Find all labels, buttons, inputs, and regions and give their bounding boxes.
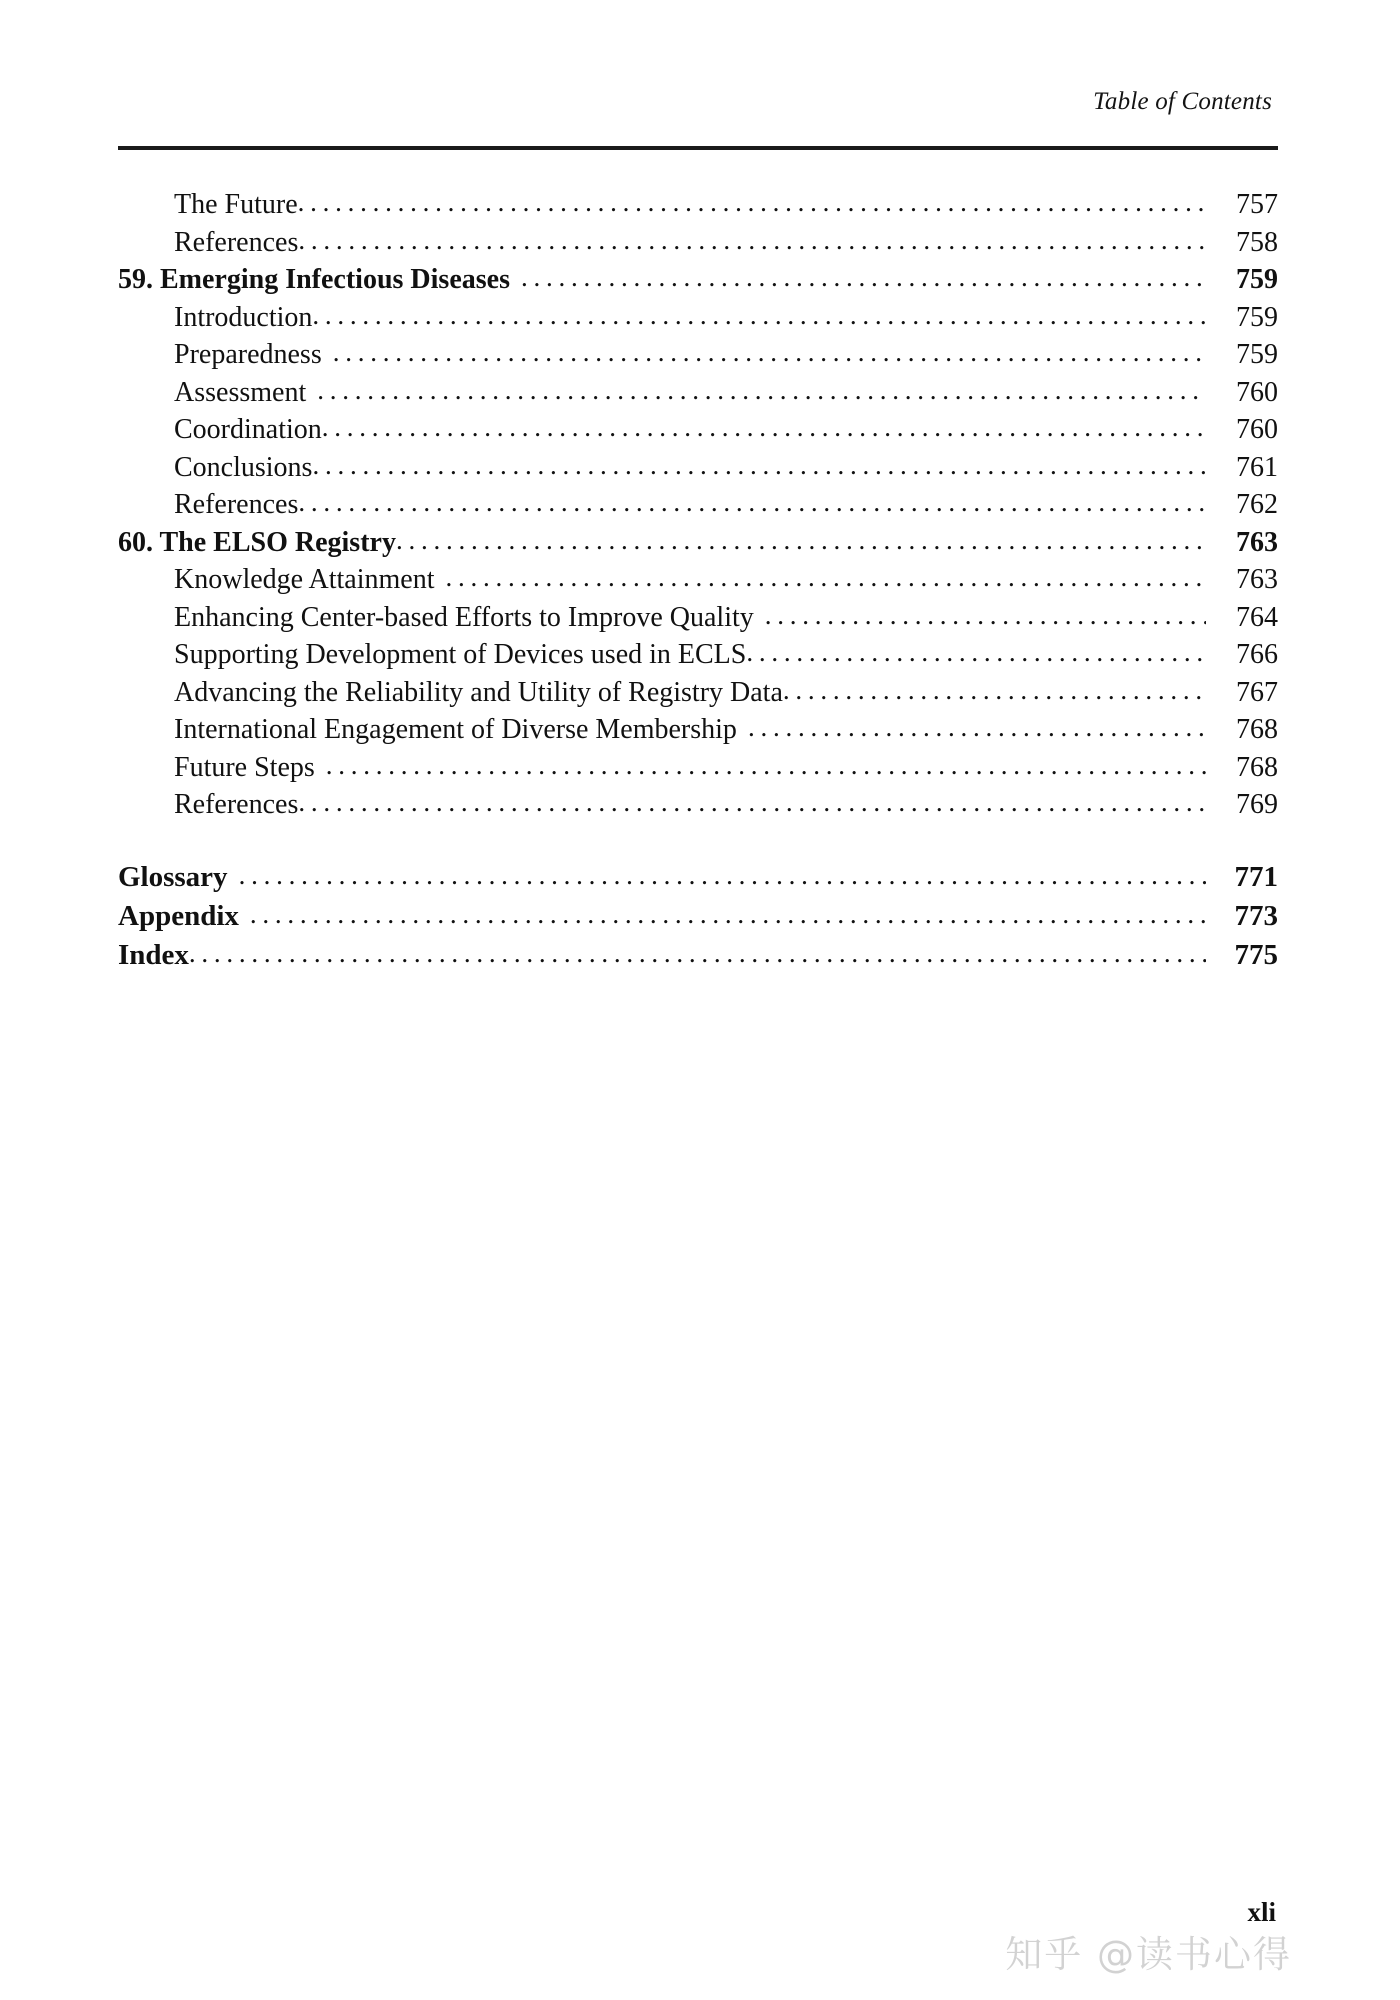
toc-entry[interactable] xyxy=(118,749,1278,787)
toc-entry[interactable] xyxy=(118,449,1278,487)
toc-dot-leader xyxy=(298,784,1206,822)
toc-dot-leader xyxy=(446,559,1206,597)
page-folio: xli xyxy=(1247,1897,1276,1927)
toc-dot-leader xyxy=(333,334,1206,372)
toc-entry-page-number: 775 xyxy=(1234,938,1278,971)
toc-entry-label: Index xyxy=(118,938,189,971)
toc-entry-page-number: 768 xyxy=(1236,714,1278,745)
toc-entry-label: Introduction xyxy=(174,301,313,333)
toc-entry[interactable] xyxy=(118,561,1278,599)
toc-entry[interactable] xyxy=(118,599,1278,637)
header-rule xyxy=(118,146,1278,150)
toc-entry-page-number: 764 xyxy=(1236,601,1278,633)
toc-dot-leader xyxy=(783,672,1206,710)
toc-entry-page-number: 759 xyxy=(1236,301,1278,333)
toc-entry-label: Appendix xyxy=(118,899,239,932)
toc-entry[interactable] xyxy=(118,261,1278,299)
toc-entry-label: Coordination xyxy=(174,414,322,445)
toc-entry-label: 60. The ELSO Registry xyxy=(118,526,396,558)
toc-entry-page-number: 762 xyxy=(1236,489,1278,520)
toc-entry[interactable] xyxy=(118,936,1278,975)
toc-entry[interactable] xyxy=(118,186,1278,224)
toc-entry-label: Glossary xyxy=(118,860,228,893)
toc-dot-leader xyxy=(765,597,1206,635)
toc-entry-label: Supporting Development of Devices used in ECLS xyxy=(174,639,747,670)
toc-entry-page-number: 769 xyxy=(1236,789,1278,820)
toc-entry-page-number: 773 xyxy=(1234,899,1278,932)
toc-entry-page-number: 766 xyxy=(1236,639,1278,670)
toc-entry[interactable] xyxy=(118,224,1278,262)
toc-dot-leader xyxy=(250,895,1206,934)
toc-entry-page-number: 761 xyxy=(1236,451,1278,483)
toc-entry-label: Assessment xyxy=(174,376,307,408)
toc-entry[interactable] xyxy=(118,374,1278,412)
toc-entry[interactable] xyxy=(118,299,1278,337)
toc-dot-leader xyxy=(322,409,1206,447)
toc-entry-label: Knowledge Attainment xyxy=(174,564,435,595)
toc-dot-leader xyxy=(326,747,1206,785)
toc-entry-label: References xyxy=(174,226,299,258)
toc-entry-page-number: 763 xyxy=(1236,564,1278,595)
toc-entry-label: The Future xyxy=(174,189,298,220)
toc-entry-page-number: 757 xyxy=(1236,189,1278,220)
toc-dot-leader xyxy=(521,259,1206,297)
toc-entry[interactable] xyxy=(118,336,1278,374)
toc-entry-label: International Engagement of Diverse Membership xyxy=(174,714,737,745)
toc-back-matter-list xyxy=(118,858,1278,975)
toc-entry[interactable] xyxy=(118,711,1278,749)
toc-dot-leader xyxy=(748,709,1206,747)
toc-dot-leader xyxy=(298,222,1206,260)
toc-entry[interactable] xyxy=(118,858,1278,897)
toc-entry-label: Conclusions xyxy=(174,451,313,483)
toc-entry-page-number: 763 xyxy=(1236,526,1278,558)
toc-dot-leader xyxy=(312,447,1206,485)
toc-entry-list xyxy=(118,186,1278,824)
toc-entry[interactable] xyxy=(118,636,1278,674)
toc-entry[interactable] xyxy=(118,524,1278,562)
toc-entry[interactable] xyxy=(118,897,1278,936)
toc-entry-page-number: 760 xyxy=(1236,414,1278,445)
toc-entry[interactable] xyxy=(118,411,1278,449)
toc-entry-label: References xyxy=(174,789,299,820)
toc-dot-leader xyxy=(298,184,1206,222)
toc-entry-page-number: 768 xyxy=(1236,751,1278,783)
toc-entry-page-number: 767 xyxy=(1236,676,1278,708)
toc-entry-label: Enhancing Center-based Efforts to Improve Quality xyxy=(174,601,754,633)
toc-entry-label: Advancing the Reliability and Utility of Registry Data xyxy=(174,676,783,708)
toc-dot-leader xyxy=(317,372,1206,410)
watermark: 知乎 @读书心得 xyxy=(1005,1933,1292,1976)
running-head: Table of Contents xyxy=(1093,88,1272,115)
toc-dot-leader xyxy=(312,297,1206,335)
toc-dot-leader xyxy=(396,522,1206,560)
toc-entry[interactable] xyxy=(118,786,1278,824)
toc-dot-leader xyxy=(298,484,1206,522)
toc-entry[interactable] xyxy=(118,674,1278,712)
toc-entry-page-number: 759 xyxy=(1236,339,1278,370)
toc-entry-page-number: 771 xyxy=(1234,860,1278,893)
toc-dot-leader xyxy=(746,634,1206,672)
toc-entry[interactable] xyxy=(118,486,1278,524)
toc-entry-page-number: 758 xyxy=(1236,226,1278,258)
toc-dot-leader xyxy=(189,934,1206,973)
toc-entry-label: Preparedness xyxy=(174,339,322,370)
toc-entry-page-number: 760 xyxy=(1236,376,1278,408)
toc-entry-label: Future Steps xyxy=(174,751,315,783)
toc-entry-label: References xyxy=(174,489,299,520)
toc-dot-leader xyxy=(239,856,1206,895)
toc-entry-page-number: 759 xyxy=(1236,264,1278,295)
table-of-contents xyxy=(118,186,1278,975)
toc-entry-label: 59. Emerging Infectious Diseases xyxy=(118,264,510,295)
